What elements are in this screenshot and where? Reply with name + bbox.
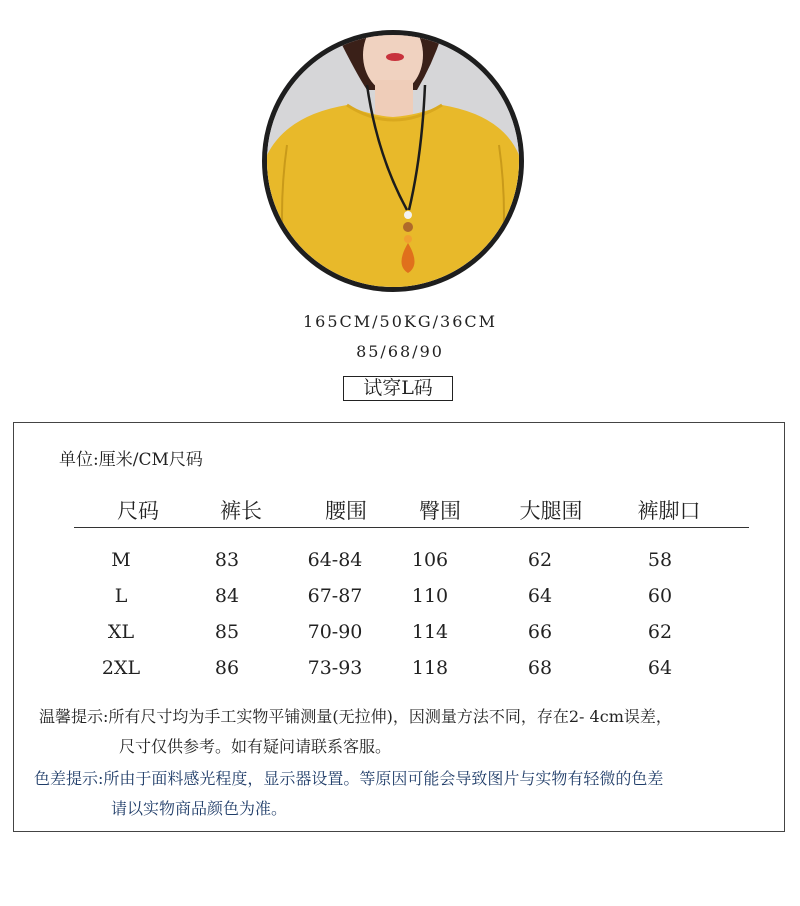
table-row bbox=[14, 621, 786, 651]
cell-size: L bbox=[114, 585, 128, 607]
cell-thigh: 64 bbox=[527, 585, 553, 607]
header-leg-opening: 裤脚口 bbox=[637, 499, 701, 523]
table-row bbox=[14, 585, 786, 615]
cell-size: XL bbox=[107, 621, 135, 643]
cell-thigh: 62 bbox=[527, 549, 553, 571]
color-tip-line2: 请以实物商品颜色为准。 bbox=[111, 799, 288, 818]
header-size: 尺码 bbox=[117, 499, 159, 523]
cell-leg-opening: 60 bbox=[647, 585, 673, 607]
cell-leg-opening: 58 bbox=[647, 549, 673, 571]
cell-size: M bbox=[111, 549, 131, 571]
warm-tip-line2: 尺寸仅供参考。如有疑问请联系客服。 bbox=[119, 737, 392, 756]
cell-length: 85 bbox=[214, 621, 240, 643]
cell-hip: 110 bbox=[411, 585, 449, 607]
header-length: 裤长 bbox=[220, 499, 262, 523]
cell-waist: 73-93 bbox=[307, 657, 363, 679]
size-chart-panel bbox=[13, 422, 785, 832]
model-body-sizes: 85/68/90 bbox=[356, 342, 444, 361]
cell-hip: 106 bbox=[411, 549, 449, 571]
header-waist: 腰围 bbox=[325, 499, 367, 523]
header-thigh: 大腿围 bbox=[519, 499, 583, 523]
cell-thigh: 66 bbox=[527, 621, 553, 643]
cell-hip: 114 bbox=[411, 621, 449, 643]
header-divider bbox=[74, 527, 749, 528]
color-tip-line1: 色差提示:所由于面料感光程度，显示器设置。等原因可能会导致图片与实物有轻微的色差 bbox=[34, 769, 664, 788]
warm-tip-line1: 温馨提示:所有尺寸均为手工实物平铺测量(无拉伸)，因测量方法不同，存在2- 4cm误差， bbox=[39, 707, 672, 726]
cell-length: 83 bbox=[214, 549, 240, 571]
cell-thigh: 68 bbox=[527, 657, 553, 679]
cell-length: 84 bbox=[214, 585, 240, 607]
trial-size-badge: 试穿L码 bbox=[343, 376, 453, 401]
cell-length: 86 bbox=[214, 657, 240, 679]
size-table-header bbox=[74, 495, 754, 525]
header-hip: 臀围 bbox=[419, 499, 461, 523]
cell-size: 2XL bbox=[101, 657, 141, 679]
cell-waist: 64-84 bbox=[307, 549, 363, 571]
cell-leg-opening: 64 bbox=[647, 657, 673, 679]
model-photo bbox=[262, 30, 524, 292]
table-row bbox=[14, 657, 786, 687]
cell-waist: 70-90 bbox=[307, 621, 363, 643]
cell-leg-opening: 62 bbox=[647, 621, 673, 643]
model-illustration bbox=[267, 35, 519, 287]
cell-waist: 67-87 bbox=[307, 585, 363, 607]
model-measurements: 165CM/50KG/36CM bbox=[302, 312, 498, 331]
unit-label: 单位:厘米/CM尺码 bbox=[59, 450, 203, 470]
table-row bbox=[14, 549, 786, 579]
cell-hip: 118 bbox=[411, 657, 449, 679]
